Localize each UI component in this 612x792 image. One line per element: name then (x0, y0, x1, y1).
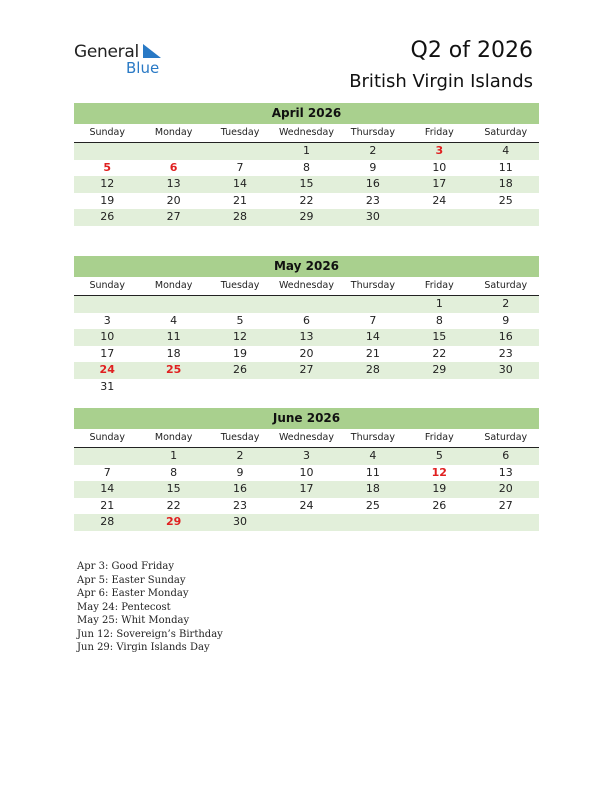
day-cell: 27 (299, 363, 314, 376)
day-cell: 2 (502, 297, 510, 310)
day-cell: 24 (432, 193, 447, 207)
day-cell: 20 (299, 346, 314, 360)
logo (74, 42, 174, 78)
day-cell: 2 (369, 144, 377, 157)
day-cell: 30 (498, 363, 513, 376)
day-cell: 23 (498, 346, 513, 360)
day-cell (406, 379, 472, 396)
day-cell: 18 (166, 346, 181, 360)
day-cell: 16 (233, 482, 248, 495)
day-cell (207, 296, 273, 313)
page-subtitle: British Virgin Islands (349, 71, 533, 92)
day-cell: 7 (369, 313, 377, 327)
day-cell: 1 (170, 449, 178, 462)
day-cell (406, 514, 472, 531)
day-cell: 3 (435, 144, 444, 157)
weekday-label: Tuesday (220, 432, 260, 443)
weekday-label: Sunday (89, 127, 125, 138)
month-may (74, 256, 539, 395)
weekday-label: Sunday (89, 432, 125, 443)
day-cell: 8 (435, 313, 443, 327)
weekday-label: Wednesday (278, 127, 334, 138)
weekday-label: Sunday (89, 280, 125, 291)
day-cell: 17 (100, 346, 115, 360)
day-cell: 28 (100, 515, 115, 528)
day-cell (74, 296, 140, 313)
weekday-label: Thursday (350, 127, 395, 138)
day-cell (140, 143, 206, 160)
page-title: Q2 of 2026 (410, 38, 533, 63)
day-cell: 23 (365, 193, 380, 207)
day-cell: 4 (369, 449, 377, 462)
day-cell (140, 379, 206, 396)
day-cell: 1 (435, 297, 443, 310)
day-cell: 21 (233, 193, 248, 207)
day-cell: 8 (302, 160, 310, 174)
day-cell: 8 (170, 465, 178, 479)
weekday-header-row (74, 277, 539, 296)
week-row (74, 296, 539, 313)
day-cell: 13 (498, 465, 513, 479)
day-cell: 19 (233, 346, 248, 360)
weekday-label: Tuesday (220, 127, 260, 138)
day-cell (207, 143, 273, 160)
day-cell: 11 (498, 160, 513, 174)
day-cell (273, 296, 339, 313)
holiday-note: Apr 5: Easter Sunday (77, 574, 186, 586)
week-row (74, 143, 539, 160)
day-cell: 12 (431, 465, 447, 479)
day-cell (473, 514, 539, 531)
day-cell (340, 379, 406, 396)
day-cell: 7 (236, 160, 244, 174)
week-row (74, 193, 539, 210)
day-cell: 15 (166, 482, 181, 495)
day-cell (340, 296, 406, 313)
day-cell: 5 (435, 449, 443, 462)
day-cell: 25 (498, 193, 513, 207)
week-row (74, 448, 539, 465)
day-cell: 16 (498, 330, 513, 343)
day-cell (207, 379, 273, 396)
day-cell: 9 (369, 160, 377, 174)
day-cell: 27 (498, 498, 513, 512)
holiday-note: May 24: Pentecost (77, 601, 171, 613)
day-cell: 11 (166, 330, 181, 343)
month-header: April 2026 (74, 103, 539, 124)
logo-triangle-icon (141, 43, 163, 59)
weekday-label: Monday (154, 280, 193, 291)
week-row (74, 465, 539, 482)
weekday-header-row (74, 429, 539, 448)
holiday-notes (77, 560, 223, 655)
week-row (74, 379, 539, 396)
day-cell: 31 (100, 379, 115, 393)
day-cell: 14 (365, 330, 380, 343)
day-cell: 30 (233, 515, 248, 528)
day-cell: 22 (299, 193, 314, 207)
day-cell: 16 (365, 177, 380, 190)
day-cell: 3 (302, 449, 310, 462)
weekday-label: Thursday (350, 280, 395, 291)
day-cell: 23 (233, 498, 248, 512)
week-row (74, 346, 539, 363)
weekday-label: Monday (154, 127, 193, 138)
weekday-label: Thursday (350, 432, 395, 443)
day-cell: 30 (365, 210, 380, 223)
day-cell: 10 (100, 330, 115, 343)
week-row (74, 329, 539, 346)
day-cell: 11 (365, 465, 380, 479)
day-cell: 17 (432, 177, 447, 190)
holiday-note: Jun 29: Virgin Islands Day (77, 642, 210, 653)
day-cell: 18 (365, 482, 380, 495)
day-cell: 24 (299, 498, 314, 512)
day-cell: 28 (233, 210, 248, 223)
day-cell: 26 (233, 363, 248, 376)
day-cell: 6 (302, 313, 310, 327)
day-cell: 4 (502, 144, 510, 157)
weekday-label: Saturday (484, 432, 528, 443)
day-cell: 20 (166, 193, 181, 207)
day-cell: 28 (365, 363, 380, 376)
day-cell: 19 (432, 482, 447, 495)
day-cell: 25 (165, 363, 182, 376)
weekday-label: Monday (154, 432, 193, 443)
day-cell: 27 (166, 210, 181, 223)
holiday-note: Apr 3: Good Friday (77, 561, 175, 572)
month-june (74, 408, 539, 531)
day-cell: 22 (432, 346, 447, 360)
day-cell: 26 (432, 498, 447, 512)
day-cell: 10 (299, 465, 314, 479)
day-cell: 12 (100, 177, 115, 190)
holiday-note: May 25: Whit Monday (77, 615, 190, 626)
weekday-label: Tuesday (220, 280, 260, 291)
day-cell: 15 (299, 177, 314, 190)
day-cell: 24 (99, 363, 115, 376)
weekday-label: Wednesday (278, 432, 334, 443)
day-cell: 21 (365, 346, 380, 360)
day-cell: 7 (103, 465, 111, 479)
day-cell: 26 (100, 210, 115, 223)
month-april (74, 103, 539, 226)
week-row (74, 313, 539, 330)
week-row (74, 160, 539, 177)
holiday-note: Jun 12: Sovereign’s Birthday (77, 628, 223, 640)
logo-blue-text: Blue (126, 59, 160, 77)
day-cell (273, 514, 339, 531)
month-header: May 2026 (74, 256, 539, 277)
weekday-label: Saturday (484, 280, 528, 291)
day-cell: 17 (299, 482, 314, 495)
week-row (74, 498, 539, 515)
day-cell (273, 379, 339, 396)
day-cell: 13 (166, 177, 181, 190)
logo-general-text: General (74, 42, 139, 62)
weekday-label: Friday (424, 127, 454, 138)
day-cell: 14 (100, 482, 115, 495)
weekday-label: Saturday (484, 127, 528, 138)
weekday-label: Wednesday (278, 280, 334, 291)
day-cell: 21 (100, 498, 115, 512)
day-cell: 13 (299, 330, 314, 343)
day-cell: 9 (236, 465, 244, 479)
day-cell: 19 (100, 193, 115, 207)
day-cell: 6 (169, 160, 178, 174)
day-cell: 12 (233, 330, 248, 343)
month-header: June 2026 (74, 408, 539, 429)
day-cell (406, 209, 472, 226)
week-row (74, 514, 539, 531)
weekday-label: Friday (424, 432, 454, 443)
day-cell: 5 (236, 313, 244, 327)
day-cell: 29 (299, 210, 314, 223)
day-cell: 9 (502, 313, 510, 327)
day-cell: 22 (166, 498, 181, 512)
day-cell: 20 (498, 482, 513, 495)
day-cell (74, 143, 140, 160)
week-row (74, 176, 539, 193)
day-cell: 4 (170, 313, 178, 327)
day-cell (340, 514, 406, 531)
week-row (74, 481, 539, 498)
day-cell: 2 (236, 449, 244, 462)
week-row (74, 362, 539, 379)
day-cell: 29 (432, 363, 447, 376)
weekday-label: Friday (424, 280, 454, 291)
day-cell: 6 (502, 449, 510, 462)
day-cell: 1 (302, 144, 310, 157)
day-cell: 3 (103, 313, 111, 327)
day-cell: 18 (498, 177, 513, 190)
weekday-header-row (74, 124, 539, 143)
holiday-note: Apr 6: Easter Monday (77, 588, 189, 599)
day-cell: 15 (432, 330, 447, 343)
day-cell (473, 379, 539, 396)
day-cell: 5 (103, 160, 112, 174)
day-cell: 29 (165, 515, 182, 528)
day-cell: 10 (432, 160, 447, 174)
day-cell (473, 209, 539, 226)
day-cell (74, 448, 140, 465)
day-cell: 14 (233, 177, 248, 190)
day-cell (140, 296, 206, 313)
week-row (74, 209, 539, 226)
day-cell: 25 (365, 498, 380, 512)
